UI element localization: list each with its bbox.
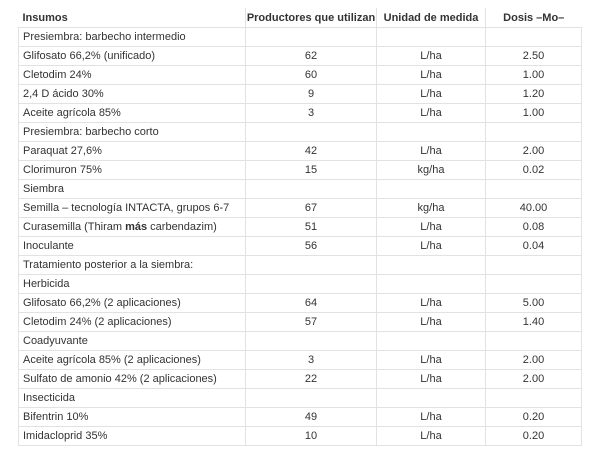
productores-cell: 3	[246, 351, 377, 370]
empty-cell	[486, 275, 582, 294]
empty-cell	[486, 180, 582, 199]
table-row	[19, 237, 582, 256]
section-row	[19, 28, 582, 47]
insumo-cell: 2,4 D ácido 30%	[19, 85, 246, 104]
empty-cell	[377, 389, 486, 408]
insumo-cell: Glifosato 66,2% (unificado)	[19, 47, 246, 66]
insumo-cell: Semilla – tecnología INTACTA, grupos 6-7	[19, 199, 246, 218]
dosis-cell: 2.50	[486, 47, 582, 66]
insumo-cell: Cletodim 24%	[19, 66, 246, 85]
section-label: Presiembra: barbecho intermedio	[19, 28, 246, 47]
section-row	[19, 389, 582, 408]
insumo-label-post: carbendazim)	[147, 221, 217, 233]
productores-cell: 22	[246, 370, 377, 389]
insumo-cell: Cletodim 24% (2 aplicaciones)	[19, 313, 246, 332]
insumo-cell: Clorimuron 75%	[19, 161, 246, 180]
unidad-cell: L/ha	[377, 370, 486, 389]
section-row	[19, 332, 582, 351]
dosis-cell: 0.20	[486, 427, 582, 446]
empty-cell	[377, 28, 486, 47]
header-insumos: Insumos	[19, 8, 246, 28]
insumos-table	[18, 8, 582, 446]
unidad-cell: L/ha	[377, 85, 486, 104]
empty-cell	[246, 28, 377, 47]
empty-cell	[377, 332, 486, 351]
productores-cell: 67	[246, 199, 377, 218]
dosis-cell: 2.00	[486, 351, 582, 370]
dosis-cell: 1.20	[486, 85, 582, 104]
insumos-table-container	[18, 8, 582, 446]
empty-cell	[246, 123, 377, 142]
productores-cell: 9	[246, 85, 377, 104]
section-label: Tratamiento posterior a la siembra:	[19, 256, 246, 275]
section-row	[19, 180, 582, 199]
table-row	[19, 199, 582, 218]
unidad-cell: kg/ha	[377, 199, 486, 218]
empty-cell	[486, 256, 582, 275]
insumo-label-bold: más	[125, 221, 148, 233]
dosis-cell: 1.00	[486, 104, 582, 123]
unidad-cell: L/ha	[377, 351, 486, 370]
unidad-cell: L/ha	[377, 66, 486, 85]
productores-cell: 51	[246, 218, 377, 237]
section-row	[19, 256, 582, 275]
section-label: Insecticida	[19, 389, 246, 408]
table-row	[19, 313, 582, 332]
insumo-cell: Imidacloprid 35%	[19, 427, 246, 446]
table-row	[19, 294, 582, 313]
empty-cell	[377, 123, 486, 142]
table-row	[19, 66, 582, 85]
unidad-cell: L/ha	[377, 294, 486, 313]
empty-cell	[486, 123, 582, 142]
table-row	[19, 408, 582, 427]
table-row	[19, 351, 582, 370]
insumo-cell: Aceite agrícola 85% (2 aplicaciones)	[19, 351, 246, 370]
dosis-cell: 2.00	[486, 370, 582, 389]
dosis-cell: 1.40	[486, 313, 582, 332]
empty-cell	[246, 180, 377, 199]
empty-cell	[486, 389, 582, 408]
insumo-cell	[19, 218, 246, 237]
insumo-cell: Paraquat 27,6%	[19, 142, 246, 161]
productores-cell: 15	[246, 161, 377, 180]
empty-cell	[246, 332, 377, 351]
table-row	[19, 370, 582, 389]
table-row	[19, 47, 582, 66]
unidad-cell: kg/ha	[377, 161, 486, 180]
insumo-cell: Aceite agrícola 85%	[19, 104, 246, 123]
section-label: Herbicida	[19, 275, 246, 294]
section-row	[19, 275, 582, 294]
productores-cell: 60	[246, 66, 377, 85]
unidad-cell: L/ha	[377, 237, 486, 256]
header-unidad: Unidad de medida	[377, 8, 486, 28]
dosis-cell: 40.00	[486, 199, 582, 218]
productores-cell: 42	[246, 142, 377, 161]
dosis-cell: 0.02	[486, 161, 582, 180]
productores-cell: 62	[246, 47, 377, 66]
unidad-cell: L/ha	[377, 218, 486, 237]
section-label: Coadyuvante	[19, 332, 246, 351]
dosis-cell: 0.08	[486, 218, 582, 237]
productores-cell: 57	[246, 313, 377, 332]
insumo-cell: Sulfato de amonio 42% (2 aplicaciones)	[19, 370, 246, 389]
header-dosis: Dosis –Mo–	[486, 8, 582, 28]
unidad-cell: L/ha	[377, 313, 486, 332]
unidad-cell: L/ha	[377, 142, 486, 161]
productores-cell: 56	[246, 237, 377, 256]
empty-cell	[246, 389, 377, 408]
unidad-cell: L/ha	[377, 47, 486, 66]
insumo-cell: Inoculante	[19, 237, 246, 256]
table-row	[19, 427, 582, 446]
insumo-cell: Bifentrin 10%	[19, 408, 246, 427]
empty-cell	[377, 256, 486, 275]
unidad-cell: L/ha	[377, 104, 486, 123]
empty-cell	[486, 332, 582, 351]
table-header-row	[19, 8, 582, 28]
dosis-cell: 0.04	[486, 237, 582, 256]
empty-cell	[377, 275, 486, 294]
table-row	[19, 104, 582, 123]
dosis-cell: 0.20	[486, 408, 582, 427]
dosis-cell: 1.00	[486, 66, 582, 85]
empty-cell	[246, 256, 377, 275]
table-row	[19, 218, 582, 237]
table-row	[19, 85, 582, 104]
productores-cell: 3	[246, 104, 377, 123]
section-label: Presiembra: barbecho corto	[19, 123, 246, 142]
unidad-cell: L/ha	[377, 427, 486, 446]
table-row	[19, 142, 582, 161]
table-body	[19, 28, 582, 446]
section-label: Siembra	[19, 180, 246, 199]
dosis-cell: 2.00	[486, 142, 582, 161]
unidad-cell: L/ha	[377, 408, 486, 427]
productores-cell: 49	[246, 408, 377, 427]
empty-cell	[246, 275, 377, 294]
productores-cell: 10	[246, 427, 377, 446]
dosis-cell: 5.00	[486, 294, 582, 313]
productores-cell: 64	[246, 294, 377, 313]
empty-cell	[377, 180, 486, 199]
insumo-cell: Glifosato 66,2% (2 aplicaciones)	[19, 294, 246, 313]
empty-cell	[486, 28, 582, 47]
insumo-label-pre: Curasemilla (Thiram	[23, 221, 126, 233]
header-productores: Productores que utilizan	[246, 8, 377, 28]
table-row	[19, 161, 582, 180]
section-row	[19, 123, 582, 142]
